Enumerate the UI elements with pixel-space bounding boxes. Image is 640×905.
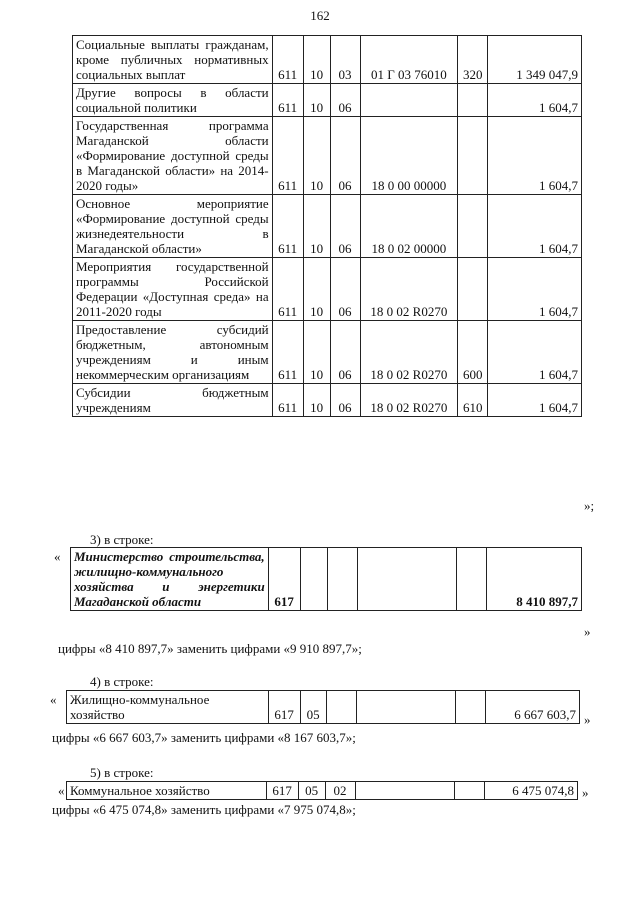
row-vr: [458, 84, 488, 117]
row-rz: 10: [303, 258, 330, 321]
row-rz: 10: [303, 195, 330, 258]
row-pr: 06: [330, 258, 360, 321]
row-rz: 05: [300, 691, 326, 724]
row-sum: 1 604,7: [488, 258, 582, 321]
section-3-heading: 3) в строке:: [90, 532, 154, 547]
row-rz: [300, 548, 327, 611]
row-name: Социальные выплаты гражданам, кроме публичных нормативных социальных выплат: [73, 36, 273, 84]
row-vr: [455, 782, 485, 800]
row-sum: 8 410 897,7: [487, 548, 582, 611]
row-name: Основное мероприятие «Формирование доступной среды жизнедеятельности в Магаданской области»: [73, 195, 273, 258]
open-quote: «: [58, 783, 65, 798]
row-sum: 1 604,7: [488, 384, 582, 417]
table-row: [71, 548, 582, 611]
section-5-replace: цифры «6 475 074,8» заменить цифрами «7 975 074,8»;: [52, 802, 356, 817]
row-pr: [326, 691, 356, 724]
row-ved: 617: [266, 782, 298, 800]
table-row: [73, 321, 582, 384]
row-pr: 03: [330, 36, 360, 84]
row-name: Мероприятия государственной программы Российской Федерации «Доступная среда» на 2011-2020 годы: [73, 258, 273, 321]
section-4-heading: 4) в строке:: [90, 674, 154, 689]
row-pr: 02: [325, 782, 355, 800]
row-ved: 611: [272, 258, 303, 321]
row-sum: 1 604,7: [488, 117, 582, 195]
row-pr: 06: [330, 117, 360, 195]
close-quote: »: [584, 624, 591, 639]
section-3-table: [70, 547, 582, 611]
table-row: [73, 36, 582, 84]
row-name: Предоставление субсидий бюджетным, автономным учреждениям и иным некоммерческим организациям: [73, 321, 273, 384]
row-vr: 320: [458, 36, 488, 84]
row-rz: 10: [303, 117, 330, 195]
row-name: Коммунальное хозяйство: [67, 782, 267, 800]
row-csr: 18 0 02 R0270: [360, 384, 458, 417]
table-row: [73, 258, 582, 321]
section-5-heading: 5) в строке:: [90, 765, 154, 780]
row-sum: 1 604,7: [488, 195, 582, 258]
table-row: [73, 84, 582, 117]
row-name: Жилищно-коммунальное хозяйство: [67, 691, 269, 724]
table-row: [73, 117, 582, 195]
row-name: Государственная программа Магаданской области «Формирование доступной среды в Магаданской области» на 2014-2020 годы»: [73, 117, 273, 195]
row-ved: 611: [272, 384, 303, 417]
page-number: 162: [310, 8, 330, 23]
row-csr: [357, 548, 457, 611]
row-sum: 6 667 603,7: [486, 691, 580, 724]
row-name: Субсидии бюджетным учреждениям: [73, 384, 273, 417]
table-row: [67, 691, 580, 724]
section-4-replace: цифры «6 667 603,7» заменить цифрами «8 167 603,7»;: [52, 730, 356, 745]
table-row: [73, 195, 582, 258]
close-quote: »: [582, 785, 589, 800]
open-quote: «: [50, 692, 57, 707]
row-csr: 18 0 02 R0270: [360, 321, 458, 384]
section-4-table: [66, 690, 580, 724]
row-ved: 611: [272, 195, 303, 258]
row-vr: [456, 691, 486, 724]
row-name: Министерство строительства, жилищно-коммунального хозяйства и энергетики Магаданской области: [71, 548, 269, 611]
row-pr: [327, 548, 357, 611]
row-pr: 06: [330, 84, 360, 117]
close-quote: »: [584, 712, 591, 727]
open-quote: «: [54, 549, 61, 564]
row-name: Другие вопросы в области социальной политики: [73, 84, 273, 117]
row-vr: [458, 258, 488, 321]
closing-quote: »;: [584, 498, 595, 513]
row-csr: 01 Г 03 76010: [360, 36, 458, 84]
row-ved: 617: [268, 691, 300, 724]
row-sum: 1 604,7: [488, 84, 582, 117]
row-pr: 06: [330, 195, 360, 258]
budget-table: [72, 35, 582, 417]
row-rz: 05: [298, 782, 325, 800]
row-csr: [355, 782, 455, 800]
row-csr: 18 0 02 R0270: [360, 258, 458, 321]
row-vr: 610: [458, 384, 488, 417]
row-csr: 18 0 02 00000: [360, 195, 458, 258]
row-vr: [458, 195, 488, 258]
row-csr: [356, 691, 456, 724]
row-vr: 600: [458, 321, 488, 384]
row-rz: 10: [303, 36, 330, 84]
row-sum: 1 604,7: [488, 321, 582, 384]
row-pr: 06: [330, 321, 360, 384]
row-pr: 06: [330, 384, 360, 417]
table-row: [67, 782, 578, 800]
row-ved: 611: [272, 117, 303, 195]
row-rz: 10: [303, 321, 330, 384]
table-row: [73, 384, 582, 417]
row-rz: 10: [303, 384, 330, 417]
row-sum: 1 349 047,9: [488, 36, 582, 84]
row-csr: [360, 84, 458, 117]
row-ved: 617: [268, 548, 300, 611]
row-csr: 18 0 00 00000: [360, 117, 458, 195]
row-ved: 611: [272, 321, 303, 384]
section-3-replace: цифры «8 410 897,7» заменить цифрами «9 910 897,7»;: [58, 641, 362, 656]
row-ved: 611: [272, 84, 303, 117]
row-ved: 611: [272, 36, 303, 84]
row-rz: 10: [303, 84, 330, 117]
section-5-table: [66, 781, 578, 800]
row-vr: [458, 117, 488, 195]
row-sum: 6 475 074,8: [485, 782, 578, 800]
row-vr: [457, 548, 487, 611]
